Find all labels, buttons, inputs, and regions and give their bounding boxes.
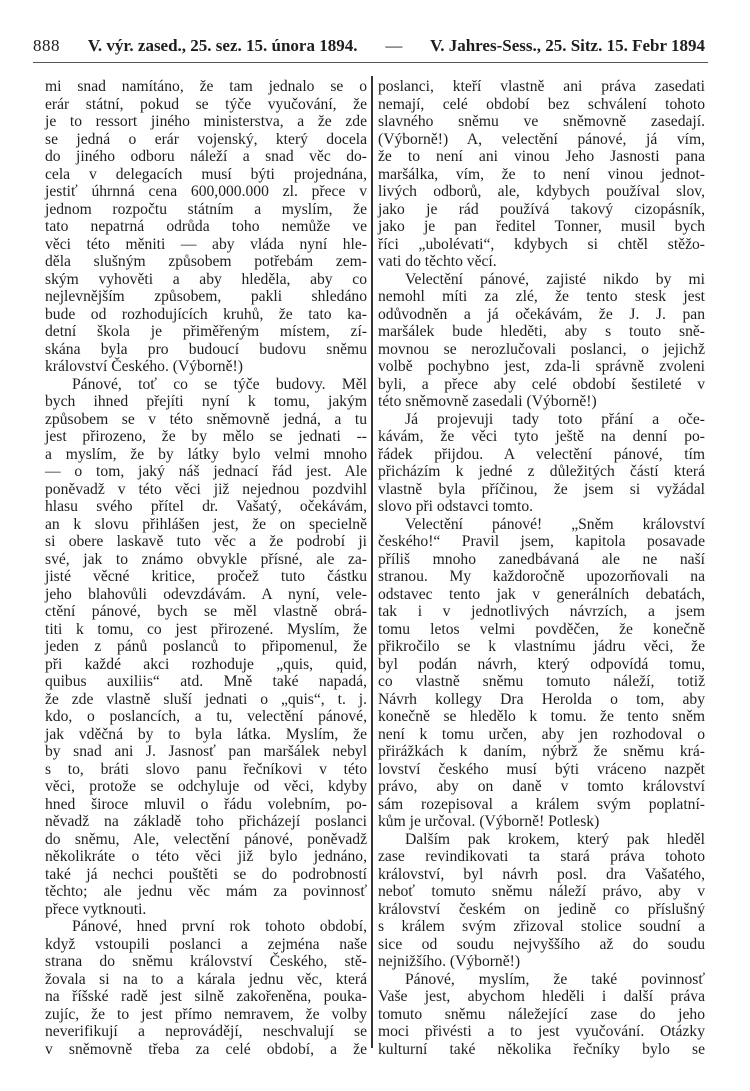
text-line: přicházím k jedné z důležitých částí která bbox=[378, 463, 705, 480]
text-line: vati do těchto věcí. bbox=[378, 253, 497, 270]
text-line: jest přirozeno, že by mělo se jednati -- bbox=[45, 428, 367, 445]
text-line: strana do sněmu království Českého, stě- bbox=[45, 953, 367, 970]
text-line: kávám, že věci tyto ještě na denní po- bbox=[378, 428, 705, 445]
text-line: několikráte o této věci již bylo jednáno, bbox=[45, 848, 367, 865]
text-line: nemají, celé období bez schválení tohoto bbox=[378, 95, 705, 113]
text-line: nejlevnějším způsobem, pakli shledáno bbox=[45, 288, 367, 305]
text-line: hlasu svého přítel dr. Vašatý, očekávám, bbox=[45, 498, 367, 515]
czech-session-title: V. výr. zased., 25. sez. 15. února 1894. bbox=[87, 36, 358, 55]
text-line: bude od rozhodujících kruhů, že tato ka- bbox=[45, 305, 367, 323]
text-line: způsobem se v této sněmovně jedná, a tu bbox=[45, 410, 367, 428]
text-line: movnou se nerozlučovali poslanci, o jejichž bbox=[378, 340, 705, 358]
text-line: Vaše jest, abychom hleděli i další práva bbox=[378, 988, 705, 1005]
text-line: jak vděčná by to byla látka. Myslím, že bbox=[45, 725, 367, 743]
text-line: ctění pánové, bych se měl vlastně obrá- bbox=[45, 603, 367, 620]
german-session-title: V. Jahres-Sess., 25. Sitz. 15. Febr 1894 bbox=[430, 36, 705, 55]
text-line: jisté věcné kritice, pročež tuto částku bbox=[45, 568, 367, 585]
text-line: skána byla pro budoucí budovu sněmu bbox=[45, 340, 367, 358]
text-line: se jedná o erár vojenský, který docela bbox=[45, 130, 367, 148]
text-line: své, jak to známo obvykle přísné, ale za- bbox=[45, 550, 367, 568]
text-line: titi k tomu, co jest přirozené. Myslím, že bbox=[45, 620, 367, 638]
text-line: království, byl návrh posl. dra Vašatého, bbox=[378, 865, 705, 883]
text-line: a myslím, že by látky bylo velmi mnoho bbox=[45, 445, 367, 463]
text-line: něvadž na základě toho přicházejí poslanci bbox=[45, 813, 367, 830]
text-line: — o tom, jaký náš jednací řád jest. Ale bbox=[45, 463, 367, 480]
left-column bbox=[45, 78, 367, 1058]
text-line: věci této měniti — aby vláda nyní hle- bbox=[45, 235, 367, 253]
text-line: Pánové, myslím, že také povinnosť bbox=[405, 970, 705, 988]
text-line: mi snad namítáno, že tam jednalo se o bbox=[45, 78, 367, 95]
text-line: livých odborů, ale, kdybych používal slov, bbox=[378, 183, 705, 200]
text-line: zujíc, že to jest přímo nemravem, že volby bbox=[45, 1005, 367, 1023]
text-line: že to není ani vinou Jeho Jasnosti pana bbox=[378, 148, 705, 165]
text-line: maršálek bude hleděti, aby s touto sně- bbox=[378, 323, 705, 340]
text-line: jeden z pánů poslanců to připomenul, že bbox=[45, 638, 367, 655]
text-line: do sněmu, Ale, velectění pánové, poněvadž bbox=[45, 830, 367, 848]
text-line: maršálka, vím, že to není vinou jednot- bbox=[378, 165, 705, 183]
text-line: moci přivésti a to jest vyučování. Otázky bbox=[378, 1023, 705, 1040]
text-line: erár státní, pokud se týče vyučování, že bbox=[45, 95, 367, 113]
text-line: kům je určoval. (Výborně! Potlesk) bbox=[378, 813, 600, 830]
text-line: odůvodněn a já očekávám, že J. J. pan bbox=[378, 305, 705, 323]
text-line: nemohl míti za zlé, že tento stesk jest bbox=[378, 288, 705, 305]
text-line: byl podán návrh, který odpovídá tomu, bbox=[378, 655, 705, 673]
text-line: cela v delegacích musí býti projednána, bbox=[45, 165, 367, 183]
text-line: věci, protože se odchyluje od věci, kdyby bbox=[45, 778, 367, 795]
running-header bbox=[33, 36, 705, 58]
text-line: detní škola je přiměřeným místem, zí- bbox=[45, 323, 367, 340]
text-line: jestiť úhrnná cena 600,000.000 zl. přece v bbox=[45, 183, 367, 200]
text-line: co vlastně sněmu tomuto náleží, totiž bbox=[378, 673, 705, 690]
text-line: vlastně byla příčinou, že jsem si vyžádal bbox=[378, 480, 705, 498]
text-line: konečně se hledělo k tomu. že tento sněm bbox=[378, 708, 705, 725]
text-line: Pánové, toť co se týče budovy. Měl bbox=[72, 375, 367, 393]
text-line: není k tomu určen, aby jen rozhodoval o bbox=[378, 725, 705, 743]
text-line: nejnižšího. (Výborně!) bbox=[378, 953, 521, 970]
header-rule bbox=[33, 62, 708, 63]
text-line: řádek přijdou. A velectění pánové, tím bbox=[378, 445, 705, 463]
text-line: jednom rozpočtu státním a myslím, že bbox=[45, 200, 367, 218]
text-line: kulturní také několika řečníky bylo se bbox=[378, 1040, 705, 1058]
text-line: tak i v jednotlivých návrzích, a jsem bbox=[378, 603, 705, 620]
text-line: těchto; ale jednu věc mám za povinnosť bbox=[45, 883, 367, 900]
text-line: lovství českého musí býti vráceno nazpět bbox=[378, 760, 705, 778]
text-line: když vstoupili poslanci a zejména naše bbox=[45, 935, 367, 953]
text-line: kdo, o poslancích, a tu, velectění pánové, bbox=[45, 708, 367, 725]
text-line: této sněmovně zasedali (Výborně!) bbox=[378, 393, 597, 410]
text-line: také já nechci pouštěti se do podrobností bbox=[45, 865, 367, 883]
page-number: 888 bbox=[33, 36, 60, 55]
text-line: říci „ubolévati“, kdybych si chtěl stěžo- bbox=[378, 235, 705, 253]
text-line: přirážkách k daním, nýbrž že sněmu krá- bbox=[378, 743, 705, 760]
text-line: při každé akci rozhoduje „quis, quid, bbox=[45, 655, 367, 673]
text-line: volbě pochybno jest, zda-li správně zvoleni bbox=[378, 358, 705, 375]
text-line: sám rozepisoval a králem svým poplatní- bbox=[378, 795, 705, 813]
text-line: království českém on jedině co příslušný bbox=[378, 900, 705, 918]
text-line: poslanci, kteří vlastně ani práva zasedati bbox=[378, 78, 705, 95]
text-line: neverifikují a neprovádějí, neschvalují se bbox=[45, 1023, 367, 1040]
text-line: do jiného odboru náleží a snad věc do- bbox=[45, 148, 367, 165]
text-line: je to ressort jiného ministerstva, a že zde bbox=[45, 113, 367, 130]
text-line: jako je rád používá takový cizopásník, bbox=[378, 200, 705, 218]
text-line: odstavec tento jak v generálních debatách, bbox=[378, 585, 705, 603]
text-line: bych ihned přejíti nyní k tomu, jakým bbox=[45, 393, 367, 410]
text-line: poněvadž v této věci již nejednou pozdvihl bbox=[45, 480, 367, 498]
text-line: hned široce mluvil o řádu volebním, po- bbox=[45, 795, 367, 813]
text-line: quibus auxiliis“ atd. Mně také napadá, bbox=[45, 673, 367, 690]
text-line: tato nepatrná odrůda toho nemůže ve bbox=[45, 218, 367, 235]
text-line: jeho blahovůli odevzdávám. A nyní, vele- bbox=[45, 585, 367, 603]
text-line: Dalším pak krokem, který pak hleděl bbox=[405, 830, 705, 848]
text-line: českého!“ Pravil jsem, kapitola posavade bbox=[378, 533, 705, 550]
text-line: přikročilo se k vlastnímu jádru věci, že bbox=[378, 638, 705, 655]
text-line: Velectění pánové, zajisté nikdo by mi bbox=[405, 270, 705, 288]
text-line: žovala si na to a kárala jednu věc, která bbox=[45, 970, 367, 988]
text-line: Já projevuji tady toto přání a oče- bbox=[405, 410, 705, 428]
text-line: příliš mnoho zanedbávaná ale ne naší bbox=[378, 550, 705, 568]
text-line: Návrh kollegy Dra Herolda o tom, aby bbox=[378, 690, 705, 708]
text-line: právo, aby on daně v tomto království bbox=[378, 778, 705, 795]
text-line: slavného sněmu ve sněmovně zasedají. bbox=[378, 113, 705, 130]
text-line: si obere laskavě tuto věc a že podrobí ji bbox=[45, 533, 367, 550]
text-line: slovo při odstavci tomto. bbox=[378, 498, 534, 515]
column-divider bbox=[371, 76, 373, 1048]
text-line: jako je pan ředitel Tonner, musil bych bbox=[378, 218, 705, 235]
text-line: s to, bráti slovo panu řečníkovi v této bbox=[45, 760, 367, 778]
header-separator: — bbox=[385, 36, 403, 55]
text-line: v sněmovně třeba za celé období, a že bbox=[45, 1040, 367, 1058]
text-line: děla slušným způsobem potřebám zem- bbox=[45, 253, 367, 270]
text-line: tomu letos velmi povděčen, že konečně bbox=[378, 620, 705, 638]
text-line: (Výborně!) A, velectění pánové, já vím, bbox=[378, 130, 705, 148]
text-line: ským vyhověti a aby hleděla, aby co bbox=[45, 270, 367, 288]
text-line: s králem svým zřizoval stolice soudní a bbox=[378, 918, 705, 935]
text-line: byli, a přece aby celé období šestileté v bbox=[378, 375, 705, 393]
text-line: že zde vlastně sluší jednati o „quis“, t. j. bbox=[45, 690, 367, 708]
text-line: neboť tomuto sněmu náleží právo, aby v bbox=[378, 883, 705, 900]
text-line: přece vytknouti. bbox=[45, 900, 147, 918]
text-line: sice od soudu nejvyššího až do soudu bbox=[378, 935, 705, 953]
text-line: an k slovu přihlášen jest, že on specielně bbox=[45, 515, 367, 533]
text-line: království Českého. (Výborně!) bbox=[45, 358, 243, 375]
text-line: zase revindikovati ta stará práva tohoto bbox=[378, 848, 705, 865]
text-line: tomuto sněmu náležející zase do jeho bbox=[378, 1005, 705, 1023]
text-line: Velectění pánové! „Sněm království bbox=[405, 515, 705, 533]
right-column bbox=[378, 78, 705, 1058]
text-line: na říšské radě jest silně zakořeněna, pouka- bbox=[45, 988, 367, 1005]
text-line: stranou. My každoročně upozorňovali na bbox=[378, 568, 705, 585]
text-line: Pánové, hned první rok tohoto období, bbox=[72, 918, 367, 935]
text-line: by snad ani J. Jasnosť pan maršálek nebyl bbox=[45, 743, 367, 760]
